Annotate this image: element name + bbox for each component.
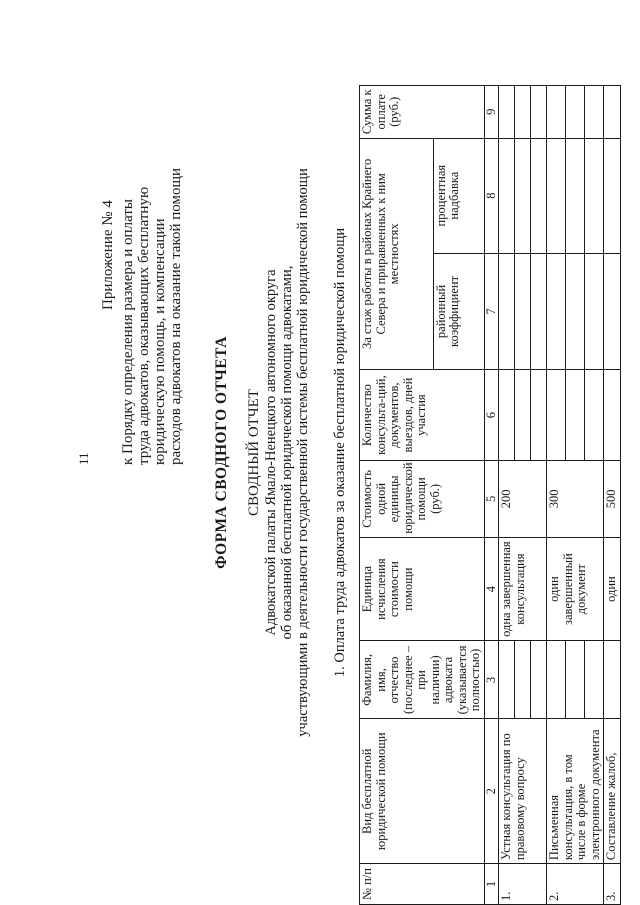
row-type: Составление жалоб, (604, 719, 621, 864)
row-count-cell (566, 370, 585, 461)
row-name-cell (547, 641, 566, 719)
column-number: 5 (484, 461, 499, 538)
row-name-cell (515, 641, 531, 719)
row-count-cell (515, 370, 531, 461)
header-north: За стаж работы в районах Крайнего Севера и приравненных к ним местностях (360, 138, 434, 370)
row-count-cell (547, 370, 566, 461)
row-unit: один завершенный документ (547, 537, 604, 641)
form-title: ФОРМА СВОДНОГО ОТЧЕТА (213, 336, 230, 569)
column-number: 9 (484, 86, 499, 139)
row-district-cell (499, 253, 515, 369)
column-number: 1 (484, 864, 499, 905)
row-cost: 500 (604, 461, 621, 538)
row-percent-cell (547, 138, 566, 253)
row-type: Письменная консультация, в том числе в форме электронного документа (547, 719, 604, 864)
header-sum: Сумма к оплате (руб.) (360, 86, 485, 139)
row-num: 1. (499, 864, 547, 905)
header-name: Фамилия, имя, отчество (последнее – при наличии) адвоката (указывается полностью) (360, 641, 485, 719)
table-row (604, 86, 621, 905)
header-count: Количество консульта-ций, документов, выездов, дней участия (360, 370, 485, 461)
appendix-line: к Порядку определения размера и оплаты (120, 199, 136, 465)
section-title: 1. Оплата труда адвокатов за оказание бесплатной юридической помощи (332, 227, 348, 678)
row-num: 2. (547, 864, 604, 905)
header-unit: Единица исчисления стоимости помощи (360, 537, 485, 641)
row-district-cell (585, 253, 604, 369)
row-count-cell (531, 370, 547, 461)
header-district: районный коэффициент (433, 253, 484, 369)
row-sum-cell (585, 86, 604, 139)
row-num: 3. (604, 864, 621, 905)
payment-table (359, 85, 621, 905)
column-number: 6 (484, 370, 499, 461)
header-type: Вид бесплатной юридической помощи (360, 719, 485, 864)
row-cost: 200 (499, 461, 547, 538)
row-name-cell (585, 641, 604, 719)
row-percent-cell (499, 138, 515, 253)
appendix-line: труда адвокатов, оказывающих бесплатную (136, 186, 152, 465)
row-percent-cell (604, 138, 621, 253)
row-district-cell (531, 253, 547, 369)
row-unit: один (604, 537, 621, 641)
row-count-cell (585, 370, 604, 461)
table-row (547, 86, 566, 905)
report-line: участвующими в деятельности государственной системы бесплатной юридической помощи (295, 168, 311, 737)
table-row (499, 86, 515, 905)
row-district-cell (515, 253, 531, 369)
page-number: 11 (76, 452, 91, 465)
column-number: 8 (484, 138, 499, 253)
column-number: 3 (484, 641, 499, 719)
row-name-cell (531, 641, 547, 719)
appendix-line: расходов адвокатов на оказание такой помощи (168, 167, 184, 465)
appendix-title: Приложение № 4 (100, 200, 116, 310)
report-line: Адвокатской палаты Ямало-Ненецкого автономного округа (263, 269, 279, 636)
header-cost: Стоимость одной единицы юридической помощи (руб.) (360, 461, 485, 538)
row-district-cell (604, 253, 621, 369)
appendix-description (120, 45, 184, 465)
column-number: 7 (484, 253, 499, 369)
row-district-cell (566, 253, 585, 369)
row-percent-cell (531, 138, 547, 253)
column-number: 4 (484, 537, 499, 641)
row-count-cell (604, 370, 621, 461)
header-percent: процентная надбавка (433, 138, 484, 253)
table-header-row (360, 86, 434, 905)
report-subtitle (263, 0, 311, 905)
row-percent-cell (585, 138, 604, 253)
row-name-cell (566, 641, 585, 719)
row-sum-cell (531, 86, 547, 139)
row-sum-cell (566, 86, 585, 139)
report-line: об оказанной бесплатной юридической помощи адвокатами, (279, 265, 295, 640)
report-title: СВОДНЫЙ ОТЧЕТ (246, 389, 262, 516)
table-column-numbers (484, 86, 499, 905)
row-percent-cell (566, 138, 585, 253)
row-type: Устная консультация по правовому вопросу (499, 719, 547, 864)
row-district-cell (547, 253, 566, 369)
appendix-line: юридическую помощь, и компенсации (152, 218, 168, 465)
row-name-cell (499, 641, 515, 719)
row-sum-cell (547, 86, 566, 139)
column-number: 2 (484, 719, 499, 864)
row-sum-cell (515, 86, 531, 139)
row-name-cell (604, 641, 621, 719)
row-percent-cell (515, 138, 531, 253)
row-count-cell (499, 370, 515, 461)
row-unit: одна завершенная консультация (499, 537, 547, 641)
header-num: № п/п (360, 864, 485, 905)
row-cost: 300 (547, 461, 604, 538)
row-sum-cell (604, 86, 621, 139)
row-sum-cell (499, 86, 515, 139)
